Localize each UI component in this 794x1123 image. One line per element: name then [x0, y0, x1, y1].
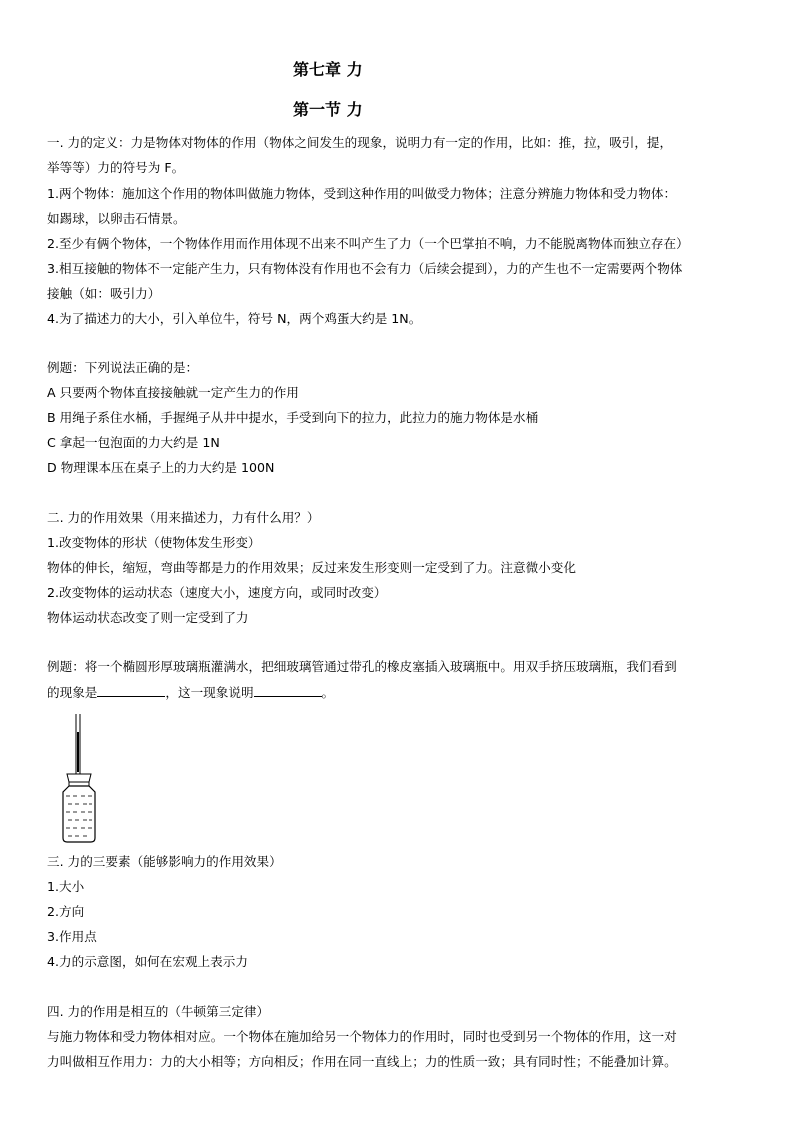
section-title: 第一节 力 [293, 100, 363, 119]
bottle-tube-illustration [56, 712, 102, 844]
mutual-force-line-1: 与施力物体和受力物体相对应。一个物体在施加给另一个物体力的作用时，同时也受到另一个物体的作用，这一对 [47, 1029, 677, 1044]
example-2-text-a: 的现象是 [47, 685, 98, 700]
three-elements-item-1: 1.大小 [47, 879, 85, 894]
three-elements-item-2: 2.方向 [47, 904, 85, 919]
example-2-line-2 [47, 684, 334, 702]
definition-point-2: 2.至少有俩个物体，一个物体作用而作用体现不出来不叫产生了力（一个巴掌拍不响，力不能脱离物体而独立存在） [47, 236, 689, 251]
three-elements-item-4: 4.力的示意图，如何在宏观上表示力 [47, 954, 248, 969]
example-1-option-a: A 只要两个物体直接接触就一定产生力的作用 [47, 385, 299, 400]
effects-point-2: 2.改变物体的运动状态（速度大小，速度方向，或同时改变） [47, 585, 387, 600]
mutual-force-heading: 四. 力的作用是相互的（牛顿第三定律） [47, 1004, 270, 1019]
chapter-title: 第七章 力 [293, 60, 363, 79]
definition-heading-line-1: 一. 力的定义：力是物体对物体的作用（物体之间发生的现象，说明力有一定的作用，比如：推，拉，吸引，提， [47, 135, 673, 150]
example-2-text-c: 。 [321, 685, 335, 700]
example-1-option-b: B 用绳子系住水桶，手握绳子从井中提水，手受到向下的拉力，此拉力的施力物体是水桶 [47, 410, 539, 425]
answer-blank-1[interactable] [97, 684, 165, 697]
definition-point-3-line-2: 接触（如：吸引力） [47, 286, 161, 301]
example-2-text-b: ，这一现象说明 [165, 685, 254, 700]
definition-point-1-line-2: 如踢球，以卵击石情景。 [47, 211, 186, 226]
example-1-option-d: D 物理课本压在桌子上的力大约是 100N [47, 460, 275, 475]
mutual-force-line-2: 力叫做相互作用力：力的大小相等；方向相反；作用在同一直线上；力的性质一致；具有同时性；不能叠加计算。 [47, 1054, 677, 1069]
example-1-question: 例题：下列说法正确的是： [47, 360, 199, 375]
three-elements-heading: 三. 力的三要素（能够影响力的作用效果） [47, 854, 282, 869]
definition-heading-line-2: 举等等）力的符号为 F。 [47, 160, 185, 175]
answer-blank-2[interactable] [254, 684, 322, 697]
three-elements-item-3: 3.作用点 [47, 929, 97, 944]
definition-point-4: 4.为了描述力的大小，引入单位牛，符号 N，两个鸡蛋大约是 1N。 [47, 311, 422, 326]
effects-point-1-description: 物体的伸长，缩短，弯曲等都是力的作用效果；反过来发生形变则一定受到了力。注意微小变化 [47, 560, 576, 575]
effects-point-2-description: 物体运动状态改变了则一定受到了力 [47, 610, 249, 625]
effects-heading: 二. 力的作用效果（用来描述力，力有什么用？） [47, 510, 320, 525]
definition-point-3-line-1: 3.相互接触的物体不一定能产生力，只有物体没有作用也不会有力（后续会提到），力的产生也不一定需要两个物体 [47, 261, 683, 276]
example-2-line-1: 例题：将一个椭圆形厚玻璃瓶灌满水，把细玻璃管通过带孔的橡皮塞插入玻璃瓶中。用双手挤压玻璃瓶，我们看到 [47, 659, 677, 674]
effects-point-1: 1.改变物体的形状（使物体发生形变） [47, 535, 261, 550]
definition-point-1-line-1: 1.两个物体：施加这个作用的物体叫做施力物体，受到这种作用的叫做受力物体；注意分辨施力物体和受力物体： [47, 186, 677, 201]
example-1-option-c: C 拿起一包泡面的力大约是 1N [47, 435, 220, 450]
